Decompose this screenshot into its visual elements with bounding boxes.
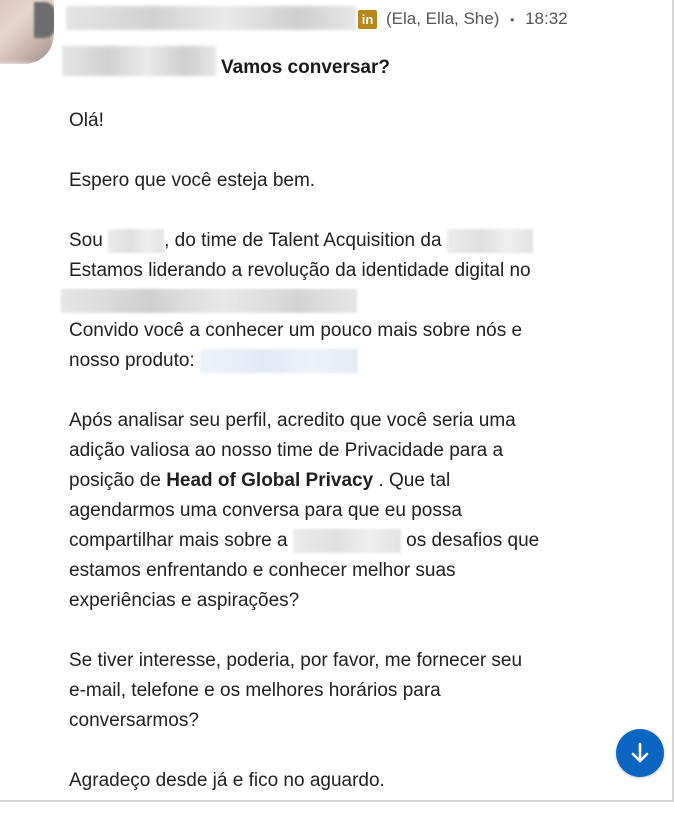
request-paragraph: Se tiver interesse, poderia, por favor, me fornecer seu e-mail, telefone e os melhores horários para conversarmos? [69,650,523,731]
linkedin-icon: in [358,10,377,29]
product-link-redacted[interactable] [200,349,358,373]
sender-avatar[interactable] [0,0,54,64]
greeting-text: Olá! [69,110,104,131]
scroll-to-bottom-button[interactable] [616,729,664,777]
company-name-redacted [447,229,533,253]
message-body [69,106,629,826]
closing-text: Agradeço desde já e fico no aguardo. [69,770,385,791]
meta-separator: • [510,12,515,27]
invite-paragraph: Convido você a conhecer um pouco mais sobre nós e nosso produto: [69,320,523,371]
company-name-redacted-2 [293,529,401,553]
region-redacted [61,289,357,313]
role-title: Head of Global Privacy [166,470,374,491]
subject-prefix-redacted [62,46,216,76]
sender-firstname-redacted [108,229,164,253]
sender-meta [386,9,568,29]
message-subject: Vamos conversar? [221,57,390,78]
wish-text: Espero que você esteja bem. [69,170,316,191]
sender-pronouns: (Ela, Ella, She) [386,9,500,28]
role-paragraph: Após analisar seu perfil, acredito que você seria uma adição valiosa ao nosso time de Privacidade para a posição de Head of Global Privacy . Que tal agendarmos uma conversa para que eu possa compartilhar mais sobre a os desafios que estamos enfrentando e conhecer melhor suas experiências e aspirações? [69,410,540,611]
arrow-down-icon [629,741,651,765]
intro-paragraph: Sou , do time de Talent Acquisition da Estamos liderando a revolução da identidade digital no [69,226,629,316]
message-time: 18:32 [525,9,568,28]
sender-name-redacted[interactable] [66,6,356,30]
